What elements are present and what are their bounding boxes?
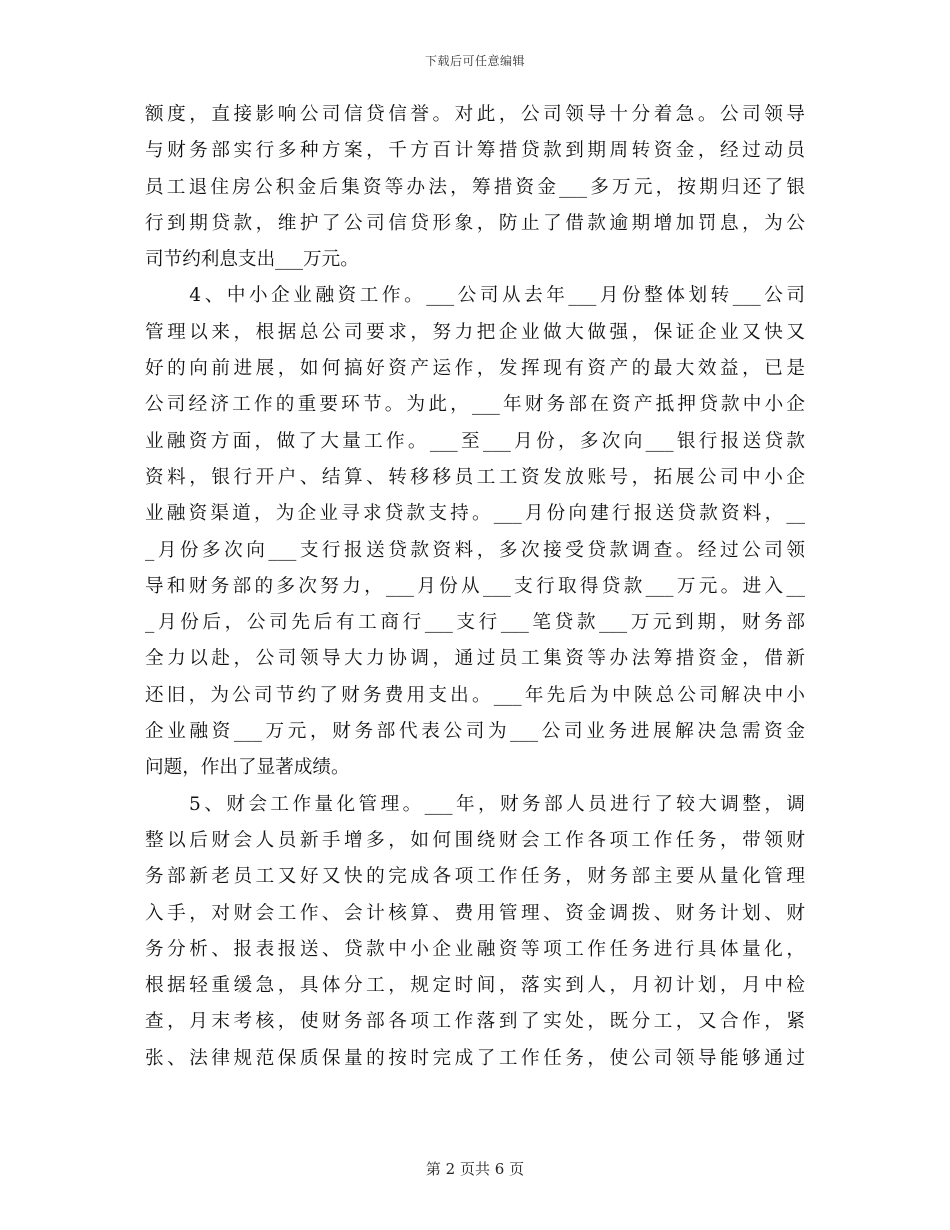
document-body (145, 97, 805, 1077)
text-line: 业融资渠道，为企业寻求贷款支持。___月份向建行报送贷款资料，__ (145, 503, 805, 525)
text-line: 5、财会工作量化管理。___年，财务部人员进行了较大调整，调 (145, 793, 805, 815)
text-line: 入手，对财会工作、会计核算、费用管理、资金调拨、财务计划、财 (145, 902, 805, 924)
text-line: _月份多次向___支行报送贷款资料，多次接受贷款调查。经过公司领 (145, 539, 805, 561)
text-line: 企业融资___万元，财务部代表公司为___公司业务进展解决急需资金 (145, 721, 805, 743)
text-line: 张、法律规范保质保量的按时完成了工作任务，使公司领导能够通过 (145, 1047, 805, 1069)
text-line: 好的向前进展，如何搞好资产运作，发挥现有资产的最大效益，已是 (145, 358, 805, 380)
text-line: 务部新老员工又好又快的完成各项工作任务，财务部主要从量化管理 (145, 866, 805, 888)
text-line: 与财务部实行多种方案，千方百计筹措贷款到期周转资金，经过动员 (145, 140, 805, 162)
text-line: 查，月末考核，使财务部各项工作落到了实处，既分工，又合作，紧 (145, 1011, 805, 1033)
text-line: 导和财务部的多次努力，___月份从___支行取得贷款___万元。进入__ (145, 575, 805, 597)
text-line: 司节约利息支出___万元。 (145, 249, 359, 271)
text-line: 整以后财会人员新手增多，如何围绕财会工作各项工作任务，带领财 (145, 829, 805, 851)
text-line: 资料，银行开户、结算、转移移员工工资发放账号，拓展公司中小企 (145, 466, 805, 488)
text-line: 额度，直接影响公司信贷信誉。对此，公司领导十分着急。公司领导 (145, 104, 805, 125)
text-line: 业融资方面，做了大量工作。___至___月份，多次向___银行报送贷款 (145, 430, 805, 452)
text-line: _月份后，公司先后有工商行___支行___笔贷款___万元到期，财务部 (145, 612, 805, 634)
text-line: 员工退住房公积金后集资等办法，筹措资金___多万元，按期归还了银 (145, 176, 805, 198)
page-footer: 第 2 页共 6 页 (425, 1160, 525, 1178)
text-line: 务分析、报表报送、贷款中小企业融资等项工作任务进行具体量化， (145, 938, 805, 960)
text-line: 4、中小企业融资工作。___公司从去年___月份整体划转___公司 (145, 285, 805, 307)
text-line: 行到期贷款，维护了公司信贷形象，防止了借款逾期增加罚息，为公 (145, 212, 805, 234)
text-line: 全力以赴，公司领导大力协调，通过员工集资等办法筹措资金，借新 (145, 648, 805, 670)
page-header: 下载后可任意编辑 (424, 54, 525, 68)
text-line: 公司经济工作的重要环节。为此，___年财务部在资产抵押贷款中小企 (145, 394, 805, 416)
text-line: 问题，作出了显著成绩。 (145, 757, 350, 779)
text-line: 根据轻重缓急，具体分工，规定时间，落实到人，月初计划，月中检 (145, 975, 805, 997)
text-line: 管理以来，根据总公司要求，努力把企业做大做强，保证企业又快又 (145, 321, 805, 343)
text-line: 还旧，为公司节约了财务费用支出。___年先后为中陕总公司解决中小 (145, 684, 805, 706)
